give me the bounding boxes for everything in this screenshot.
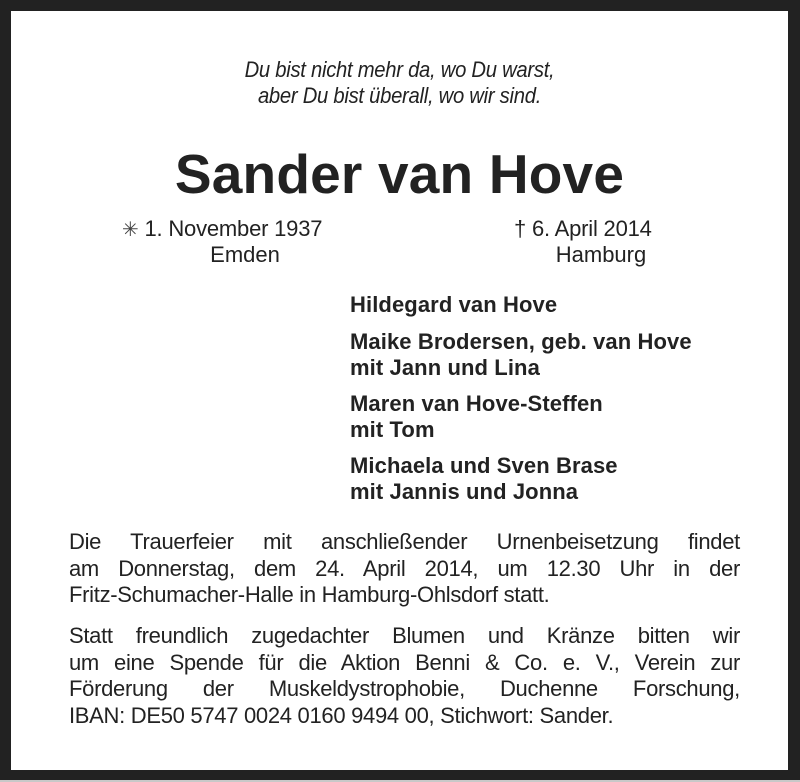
donation-info [69,623,740,729]
funeral-info [69,529,740,609]
death-date-line [514,216,652,242]
birth-place: Emden [210,242,280,267]
donation-info-line: Förderung der Muskeldystrophobie, Duchenne Forschung, [69,676,740,701]
birth-date-line [122,216,322,242]
donation-info-line: um eine Spende für die Aktion Benni & Co. e. V., Verein zur [69,649,740,675]
donation-info-line: IBAN: DE50 5747 0024 0160 9494 00, Stichwort: Sander. [69,702,614,728]
cross-icon: † [514,216,527,241]
mourner-1: Hildegard van Hove [350,292,558,317]
funeral-info-line: am Donnerstag, dem 24. April 2014, um 12.30 Uhr in der [69,555,740,581]
funeral-info-line: Die Trauerfeier mit anschließender Urnenbeisetzung findet [69,529,740,554]
mourner-4-children: mit Jannis und Jonna [350,479,579,504]
birth-date: 1. November 1937 [144,216,323,241]
deceased-name: Sander van Hove [174,143,625,205]
mourner-4: Michaela und Sven Brase [350,453,618,478]
death-place: Hamburg [555,242,647,267]
mourner-2: Maike Brodersen, geb. van Hove [350,329,692,354]
funeral-info-line: Fritz-Schumacher-Halle in Hamburg-Ohlsdorf statt. [69,582,550,607]
death-date: 6. April 2014 [531,216,652,241]
mourner-2-children: mit Jann und Lina [350,355,540,380]
motto-line-2: aber Du bist überall, wo wir sind. [257,83,542,108]
obituary-notice [11,11,788,770]
mourner-3-children: mit Tom [350,417,435,442]
motto-line-1: Du bist nicht mehr da, wo Du warst, [244,57,555,82]
birth-star-icon: ✳ [122,217,139,241]
mourner-3: Maren van Hove-Steffen [350,391,603,416]
donation-info-line: Statt freundlich zugedachter Blumen und Kränze bitten wir [69,623,740,648]
